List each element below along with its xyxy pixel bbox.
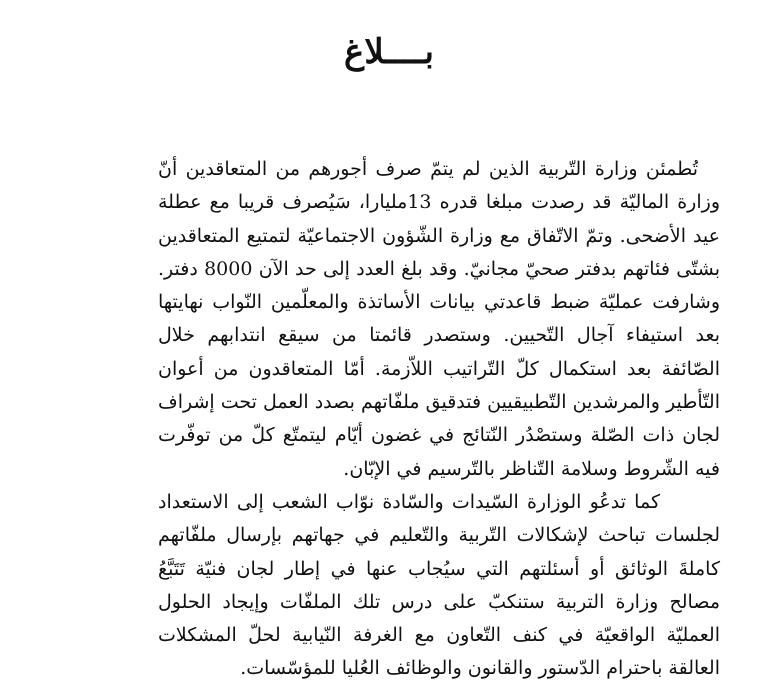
paragraph-2: كما تدعُو الوزارة السّيدات والسّادة نوّاب الشعب إلى الاستعداد لجلسات تباحث لإشكالات التّربية والتّعليم في جهاتهم بإرسال ملفّاتهم كاملةَ الوثائق أو أسئلتهم التي سيُجاب عنها في إطار لجان فنيّة تَتَبَّعُ مصالح وزارة التربية ستنكبّ على درس تلك الملفّات وإيجاد الحلول العمليّة الواقعيّة في كنف التّعاون مع الغرفة النّيابية لحلّ المشكلات العالقة باحترام الدّستور والقانون والوظائف العُليا للمؤسّسات. [158, 490, 720, 680]
document-body [158, 153, 720, 686]
paragraph-1: تُطمئن وزارة التّربية الذين لم يتمّ صرف أجورهم من المتعاقدين أنّ وزارة الماليّة قد رصدت مبلغا قدره 13مليارا، سَيُصرف قريبا مع عطلة عيد الأضحى. وتمّ الاتّفاق مع وزارة الشّؤون الاجتماعيّة لتمتيع المتعاقدين بشتّى فئاتهم بدفتر صحيّ مجانيّ. وقد بلغ العدد إلى حد الآن 8000 دفتر. وشارفت عمليّة ضبط قاعدتي بيانات الأساتذة والمعلّمين النّواب نهايتها بعد استيفاء آجال التّحيين. وستصدر قائمتا من سيقع انتدابهم خلال الصّائفة بعد استكمال كلّ التّراتيب اللاّزمة. أمّا المتعاقدون من أعوان التّأطير والمرشدين التّطبيقيين فتدقيق ملفّاتهم بصدد العمل تحت إشراف لجان ذات الصّلة وستصْدُر النّتائج في غضون أيّام ليتمتّع كلّ من توفّرت فيه الشّروط وسلامة التّناظر بالتّرسيم في الإبّان. [158, 158, 720, 480]
document-title: بــــلاغ [344, 32, 434, 72]
